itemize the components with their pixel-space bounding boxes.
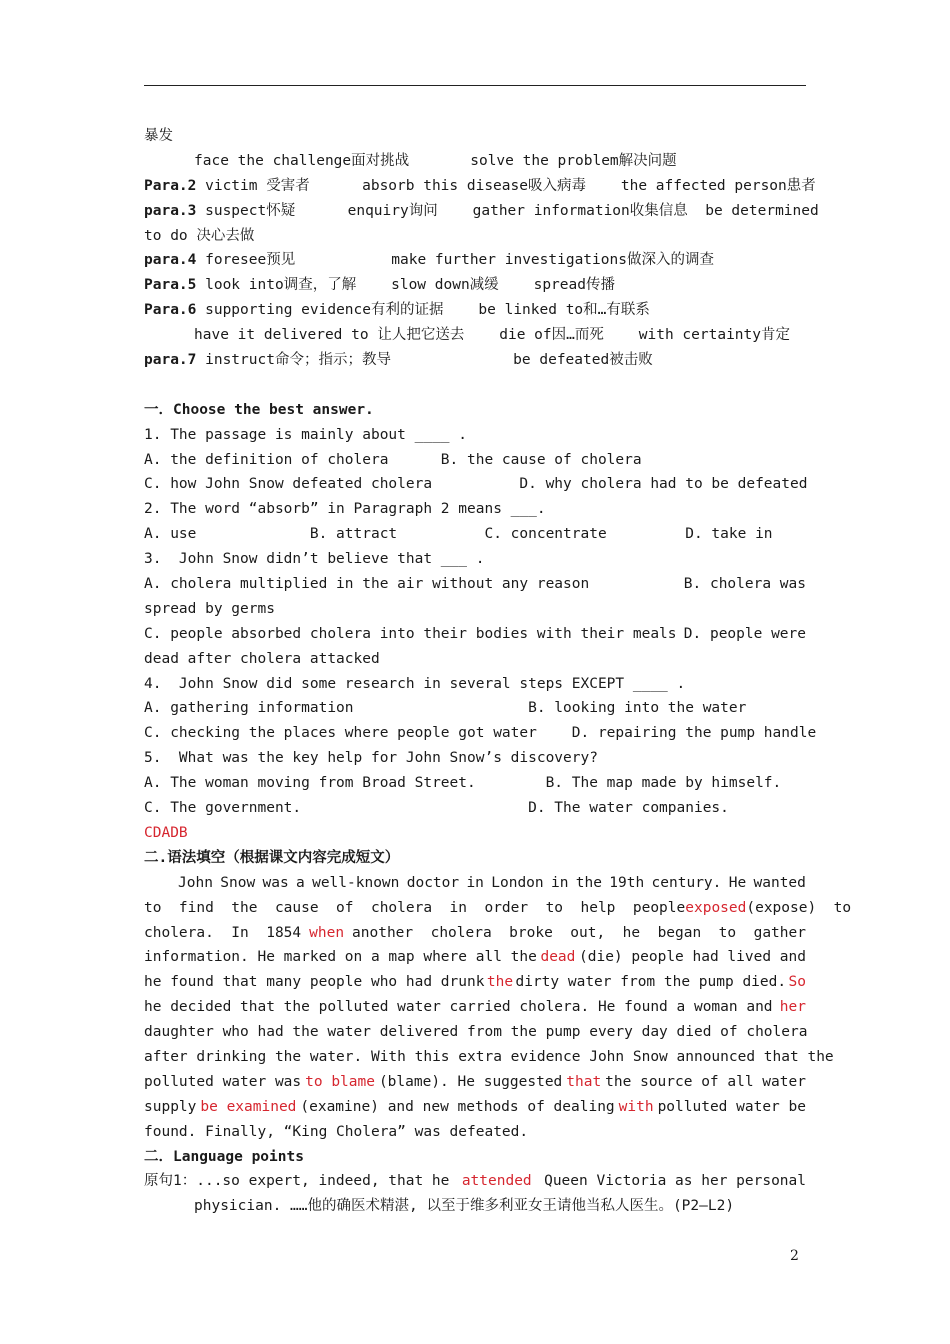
vocab-line (144, 298, 806, 323)
word: 19th (609, 874, 645, 891)
vocab-text: foresee预见 make further investigations做深入的调查 (196, 252, 714, 269)
word: well-known (312, 874, 400, 891)
passage-line (144, 1095, 806, 1120)
filled-answer: So (788, 974, 806, 991)
vocab-line: have it delivered to 让人把它送去 die of因…而死 with certainty肯定 (194, 327, 790, 344)
section-heading: 二．Language points (144, 1148, 304, 1165)
para-label: para.7 (144, 352, 197, 369)
passage-line (144, 896, 852, 921)
vocab-text: instruct命令；指示；教导 be defeated被击败 (196, 352, 653, 369)
options (144, 622, 806, 647)
example-sentence (144, 1169, 806, 1194)
options: spread by germs (144, 600, 275, 617)
passage-text: cholera. In 1854 (144, 924, 302, 941)
page-content (144, 124, 852, 1219)
passage-text: the source of all water (605, 1073, 806, 1090)
filled-answer: to blame (305, 1073, 375, 1090)
option-a: A. cholera multiplied in the air without any reason (144, 576, 590, 593)
word: century. (651, 874, 722, 891)
section-heading: 二.语法填空（根据课文内容完成短文） (144, 849, 400, 866)
vocab-line (144, 273, 806, 298)
answer-key: CDADB (144, 824, 188, 841)
vocab-line: face the challenge面对挑战 solve the problem解决问题 (194, 152, 677, 169)
vocab-line: to do 决心去做 (144, 227, 255, 244)
highlighted-word: attended (461, 1173, 532, 1190)
para-label: Para.6 (144, 302, 197, 319)
passage-line (144, 921, 806, 946)
passage-text: to find the cause of cholera in order to help people (144, 899, 686, 916)
passage-line (144, 995, 806, 1020)
page-number: 2 (790, 1248, 799, 1264)
passage-line: after drinking the water. With this extra evidence John Snow announced that the (144, 1048, 834, 1065)
vocab-text: victim 受害者 absorb this disease吸入病毒 the affected person患者 (196, 177, 816, 194)
blank-line (144, 373, 806, 398)
question: 4. John Snow did some research in several steps EXCEPT ____ . (144, 675, 686, 692)
options: dead after cholera attacked (144, 650, 380, 667)
sentence-text: 原句1：...so expert, indeed, that he (144, 1173, 450, 1190)
passage-text: (examine) and new methods of dealing (300, 1098, 615, 1115)
word: a (296, 874, 305, 891)
options (144, 572, 806, 597)
question: 1. The passage is mainly about ____ . (144, 426, 468, 443)
passage-text: dirty water from the pump died. (515, 974, 787, 991)
vocab-line (144, 199, 819, 224)
para-label: para.4 (144, 252, 197, 269)
vocab-text: look into调查，了解 slow down减缓 spread传播 (196, 277, 615, 294)
filled-answer: when (309, 924, 345, 941)
passage-line: daughter who had the water delivered from the pump every day died of cholera (144, 1024, 808, 1041)
options: C. checking the places where people got water D. repairing the pump handle (144, 725, 817, 742)
para-label: Para.5 (144, 277, 197, 294)
section-heading: 一．Choose the best answer. (144, 401, 374, 418)
word: the (575, 874, 602, 891)
header-rule (144, 85, 806, 86)
option-d: D. people were (683, 625, 806, 642)
word: wanted (753, 874, 806, 891)
option-b: B. cholera was (683, 576, 806, 593)
options: C. how John Snow defeated cholera D. why cholera had to be defeated (144, 476, 808, 493)
passage-line (144, 945, 806, 970)
question: 2. The word “absorb” in Paragraph 2 means ___. (144, 501, 546, 518)
vocab-line (144, 248, 806, 273)
passage-text: he decided that the polluted water carried cholera. He found a woman and (144, 999, 773, 1016)
word: doctor (406, 874, 460, 891)
question: 5. What was the key help for John Snow’s discovery? (144, 750, 598, 767)
options: A. The woman moving from Broad Street. B. The map made by himself. (144, 775, 782, 792)
passage-line (144, 871, 806, 896)
para-label: Para.2 (144, 177, 197, 194)
sentence-text: Queen Victoria as her personal (544, 1173, 806, 1190)
vocab-text: supporting evidence有利的证据 be linked to和…有联系 (196, 302, 650, 319)
para-label: para.3 (144, 202, 197, 219)
options: A. the definition of cholera B. the cause of cholera (144, 451, 642, 468)
passage-text: polluted water was (144, 1073, 302, 1090)
filled-answer: her (779, 999, 806, 1016)
word: Snow (220, 874, 256, 891)
word: John (178, 874, 213, 891)
filled-answer: with (618, 1098, 654, 1115)
passage-line (144, 970, 806, 995)
vocab-line (144, 174, 816, 199)
passage-text: he found that many people who had drunk (144, 974, 485, 991)
vocab-line: 暴发 (144, 128, 173, 144)
word: was (262, 874, 289, 891)
filled-answer: be examined (200, 1098, 297, 1115)
translation: physician. ……他的确医术精湛, 以至于维多利亚女王请他当私人医生。(P2—L2) (194, 1198, 735, 1215)
filled-answer: that (566, 1073, 602, 1090)
word: in (550, 874, 569, 891)
passage-text: information. He marked on a map where all the (144, 949, 537, 966)
passage-text: supply (144, 1098, 197, 1115)
filled-answer: exposed (685, 899, 747, 916)
option-c: C. people absorbed cholera into their bodies with their meals (144, 625, 677, 642)
passage-text: (expose) to (746, 899, 852, 916)
filled-answer: the (486, 974, 514, 991)
options: A. gathering information B. looking into the water (144, 700, 747, 717)
options: A. use B. attract C. concentrate D. take in (144, 526, 773, 543)
word: London (491, 874, 544, 891)
passage-text: polluted water be (657, 1098, 806, 1115)
filled-answer: dead (540, 949, 576, 966)
word: He (728, 874, 747, 891)
vocab-text: suspect怀疑 enquiry询问 gather information收集信息 be determined (196, 202, 819, 219)
passage-text: another cholera broke out, he began to gather (352, 924, 806, 941)
passage-text: (blame). He suggested (378, 1073, 563, 1090)
question: 3. John Snow didn’t believe that ___ . (144, 551, 485, 568)
options: C. The government. D. The water companies. (144, 800, 729, 817)
word: in (466, 874, 484, 891)
vocab-line (144, 348, 806, 373)
passage-line: found. Finally, “King Cholera” was defeated. (144, 1123, 529, 1140)
passage-text: (die) people had lived and (579, 949, 806, 966)
passage-line (144, 1070, 806, 1095)
